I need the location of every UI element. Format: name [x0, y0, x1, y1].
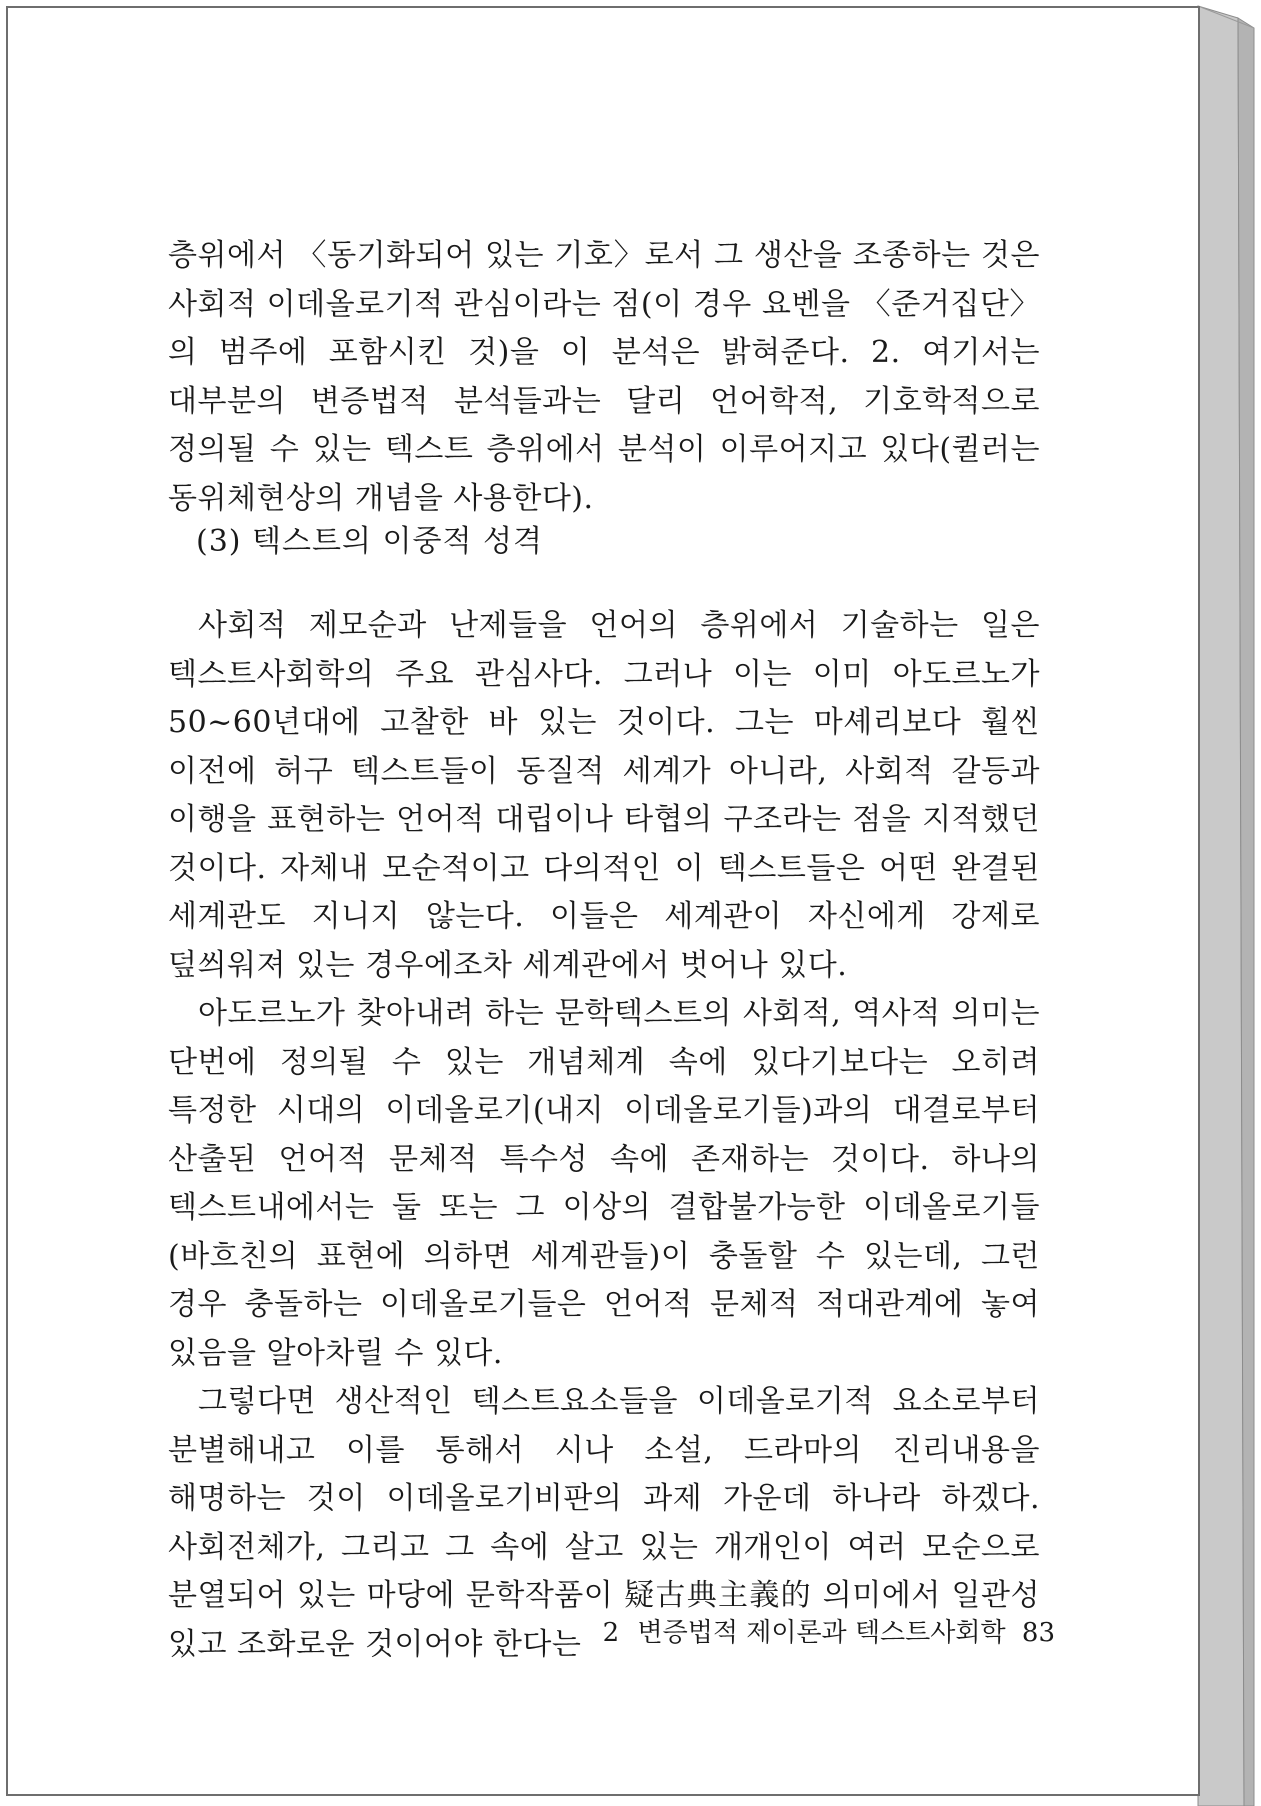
paragraph-top: 층위에서 〈동기화되어 있는 기호〉로서 그 생산을 조종하는 것은 사회적 이데올로기적 관심이라는 점(이 경우 요벤을 〈준거집단〉의 범주에 포함시킨 것)을 이 분석은 밝혀준다. 2. 여기서는 대부분의 변증법적 분석들과는 달리 언어학적, 기호학적으로 정의될 수 있는 텍스트 층위에서 분석이 이루어지고 있다(퀼러는 동위체현상의 개념을 사용한다). [168, 238, 1040, 516]
chapter-number: 2 [602, 1618, 620, 1648]
page-number: 83 [1021, 1618, 1055, 1648]
chapter-title: 변증법적 제이론과 텍스트사회학 [637, 1618, 1006, 1648]
section-heading-block [168, 518, 1040, 566]
paragraph-body-2: 아도르노가 찾아내려 하는 문학텍스트의 사회적, 역사적 의미는 단번에 정의될 수 있는 개념체계 속에 있다기보다는 오히려 특정한 시대의 이데올로기(내지 이데올로기들)과의 대결로부터 산출된 언어적 문체적 특수성 속에 존재하는 것이다. 하나의 텍스트내에서는 둘 또는 그 이상의 결합불가능한 이데올로기들(바흐친의 표현에 의하면 세계관들)이 충돌할 수 있는데, 그런 경우 충돌하는 이데올로기들은 언어적 문체적 적대관계에 놓여 있음을 알아차릴 수 있다. [168, 996, 1040, 1371]
running-footer [603, 1612, 1055, 1649]
text-block-body [168, 602, 1040, 1669]
text-block-top [168, 232, 1040, 523]
section-heading: (3) 텍스트의 이중적 성격 [196, 524, 543, 559]
paragraph-body-3: 그렇다면 생산적인 텍스트요소들을 이데올로기적 요소로부터 분별해내고 이를 통해서 시나 소설, 드라마의 진리내용을 해명하는 것이 이데올로기비판의 과제 가운데 하나라 하겠다. 사회전체가, 그리고 그 속에 살고 있는 개개인이 여러 모순으로 분열되어 있는 마당에 문학작품이 疑古典主義的 의미에서 일관성 있고 조화로운 것이어야 한다는 [168, 1384, 1040, 1662]
paragraph-body-1: 사회적 제모순과 난제들을 언어의 층위에서 기술하는 일은 텍스트사회학의 주요 관심사다. 그러나 이는 이미 아도르노가 50~60년대에 고찰한 바 있는 것이다. 그는 마셰리보다 훨씬 이전에 허구 텍스트들이 동질적 세계가 아니라, 사회적 갈등과 이행을 표현하는 언어적 대립이나 타협의 구조라는 점을 지적했던 것이다. 자체내 모순적이고 다의적인 이 텍스트들은 어떤 완결된 세계관도 지니지 않는다. 이들은 세계관이 자신에게 강제로 덮씌워져 있는 경우에조차 세계관에서 벗어나 있다. [168, 608, 1040, 983]
